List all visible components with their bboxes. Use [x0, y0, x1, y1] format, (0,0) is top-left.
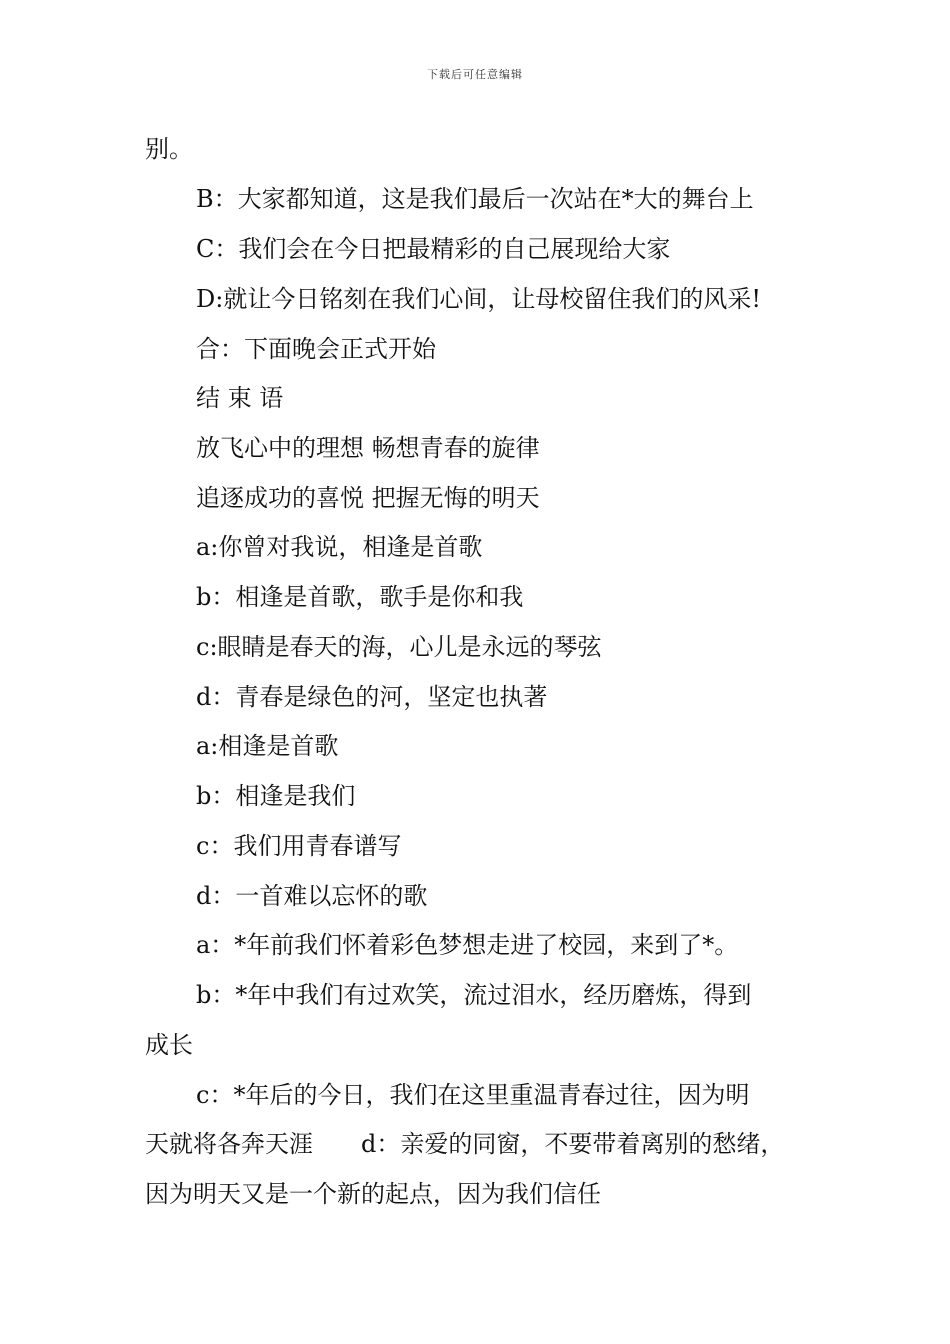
text-line-17: a：*年前我们怀着彩色梦想走进了校园，来到了*。: [196, 931, 739, 959]
text-line-21: 天就将各奔天涯 d：亲爱的同窗，不要带着离别的愁绪，: [145, 1130, 785, 1158]
text-line-10: b：相逢是首歌，歌手是你和我: [196, 583, 524, 611]
text-line-7: 放飞心中的理想 畅想青春的旋律: [196, 434, 540, 462]
text-line-14: b：相逢是我们: [196, 782, 356, 810]
text-line-5: 合：下面晚会正式开始: [196, 335, 436, 363]
text-line-9: a:你曾对我说，相逢是首歌: [196, 533, 483, 561]
text-line-16: d：一首难以忘怀的歌: [196, 882, 428, 910]
text-line-1: 别。: [145, 135, 193, 163]
text-line-8: 追逐成功的喜悦 把握无悔的明天: [196, 484, 540, 512]
text-line-3: C：我们会在今日把最精彩的自己展现给大家: [196, 235, 671, 263]
text-line-20: c：*年后的今日，我们在这里重温青春过往，因为明: [196, 1081, 750, 1109]
text-line-22: 因为明天又是一个新的起点，因为我们信任: [145, 1180, 601, 1208]
text-line-2: B：大家都知道，这是我们最后一次站在*大的舞台上: [196, 185, 754, 213]
text-line-18: b：*年中我们有过欢笑，流过泪水，经历磨炼，得到: [196, 981, 752, 1009]
page-header: 下载后可任意编辑: [427, 68, 523, 81]
text-line-4: D:就让今日铭刻在我们心间，让母校留住我们的风采!: [196, 285, 761, 313]
text-line-12: d：青春是绿色的河，坚定也执著: [196, 683, 548, 711]
section-heading: 结 束 语: [196, 384, 284, 412]
text-line-15: c：我们用青春谱写: [196, 832, 402, 860]
text-line-19: 成长: [145, 1031, 193, 1059]
text-line-13: a:相逢是首歌: [196, 732, 339, 760]
text-line-11: c:眼睛是春天的海，心儿是永远的琴弦: [196, 633, 602, 661]
